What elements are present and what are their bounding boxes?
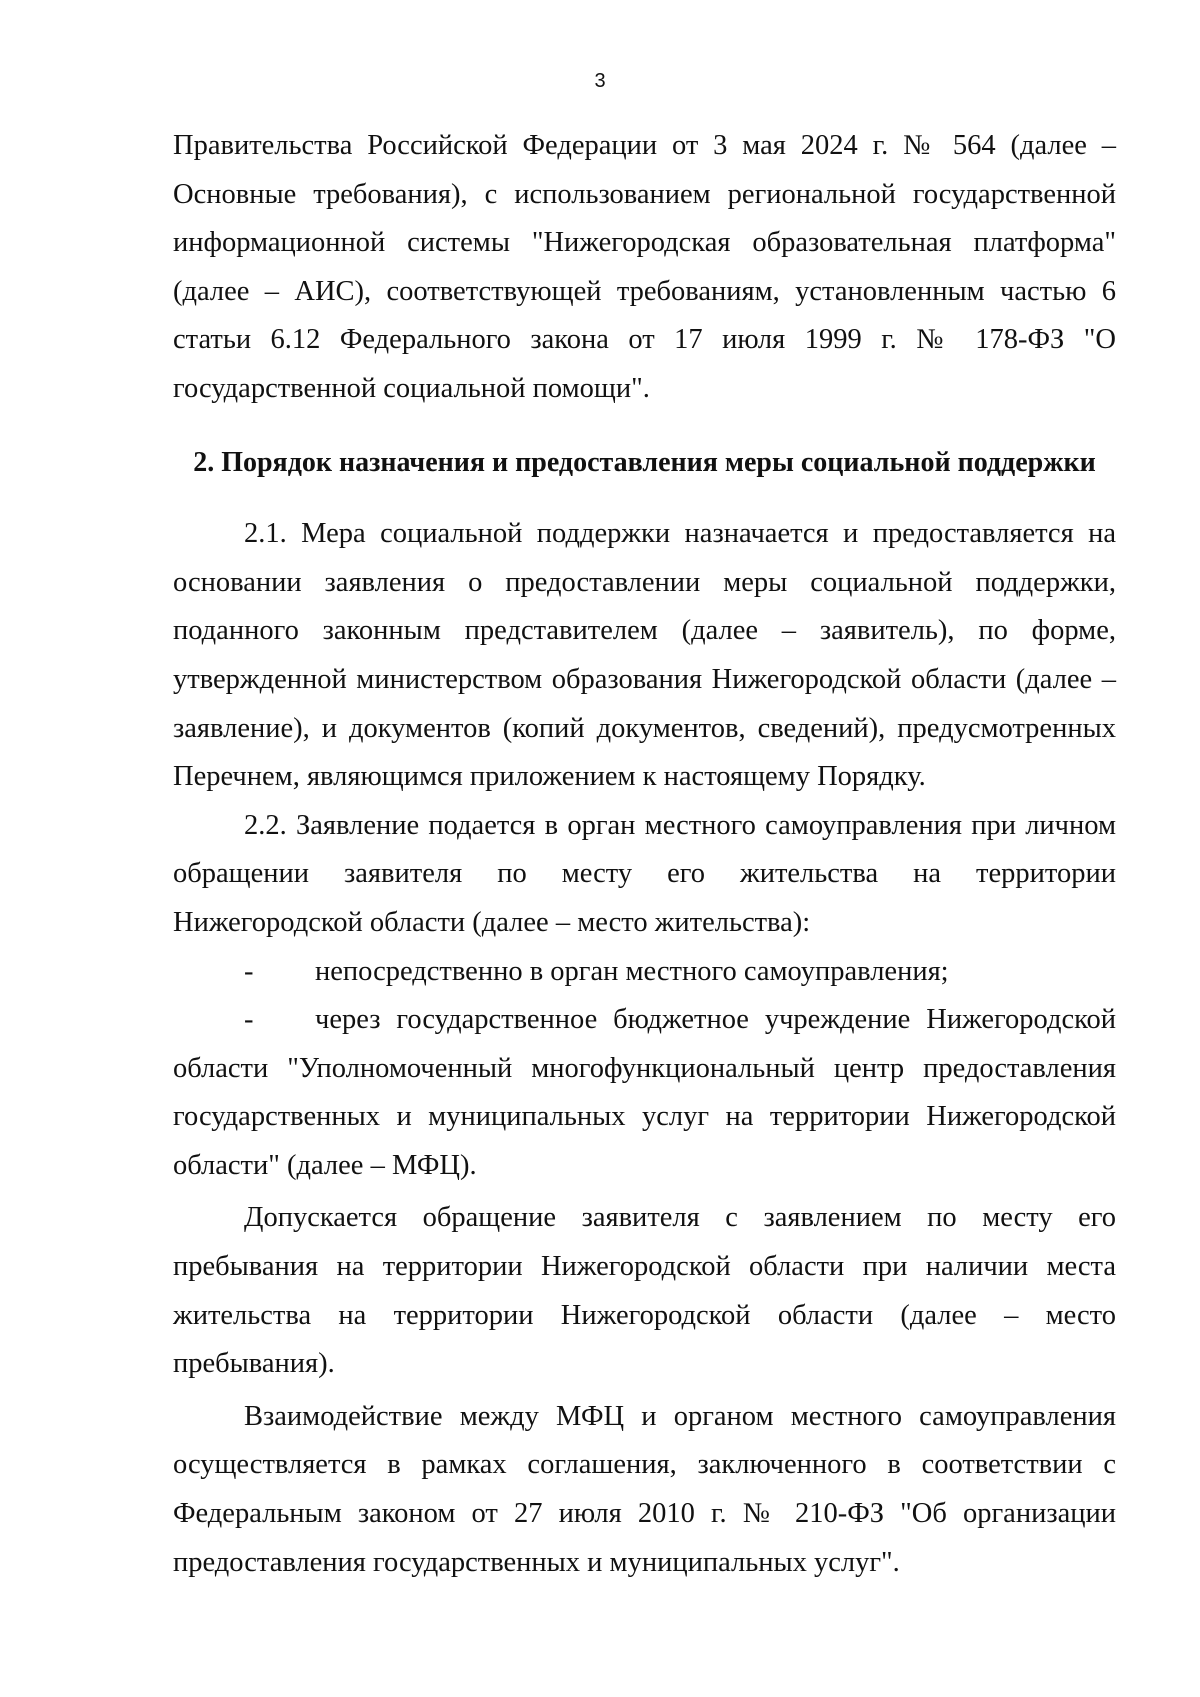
dash-marker: - [244, 1004, 254, 1036]
paragraph-2-2: 2.2. Заявление подается в орган местного самоуправления при личном обращении заявителя по месту его жительства на территории Нижегородской области (далее – место жительства): [173, 809, 1116, 938]
dash-marker: - [244, 955, 254, 987]
list-item [173, 948, 1116, 997]
paragraph-interaction: Взаимодействие между МФЦ и органом местного самоуправления осуществляется в рамках соглашения, заключенного в соответствии с Федеральным законом от 27 июля 2010 г. № 210-ФЗ "Об организации предоставления государственных и муниципальных услуг". [173, 1400, 1116, 1578]
paragraph-place-of-stay: Допускается обращение заявителя с заявлением по месту его пребывания на территории Нижегородской области при наличии места жительства на территории Нижегородской области (далее – место пребывания). [173, 1202, 1116, 1380]
paragraph-2-1: 2.1. Мера социальной поддержки назначается и предоставляется на основании заявления о предоставлении меры социальной поддержки, поданного законным представителем (далее – заявитель), по форме, утвержденной министерством образования Нижегородской области (далее – заявление), и документов (копий документов, сведений), предусмотренных Перечнем, являющимся приложением к настоящему Порядку. [173, 518, 1116, 793]
list-item-text: непосредственно в орган местного самоуправления; [315, 955, 949, 987]
list-item-text: через государственное бюджетное учреждение Нижегородской области "Уполномоченный многофункциональный центр предоставления государственных и муниципальных услуг на территории Нижегородской области" (далее – МФЦ). [173, 1004, 1116, 1181]
intro-paragraph: Правительства Российской Федерации от 3 мая 2024 г. № 564 (далее – Основные требования), с использованием региональной государственной информационной системы "Нижегородская образовательная платформа" (далее – АИС), соответствующей требованиям, установленным частью 6 статьи 6.12 Федерального закона от 17 июля 1999 г. № 178-ФЗ "О государственной социальной помощи". [173, 130, 1116, 404]
list-item [173, 996, 1116, 1190]
section-heading: 2. Порядок назначения и предоставления меры социальной поддержки [193, 446, 1096, 478]
page-number: 3 [594, 70, 606, 92]
document-body [173, 122, 1116, 1587]
